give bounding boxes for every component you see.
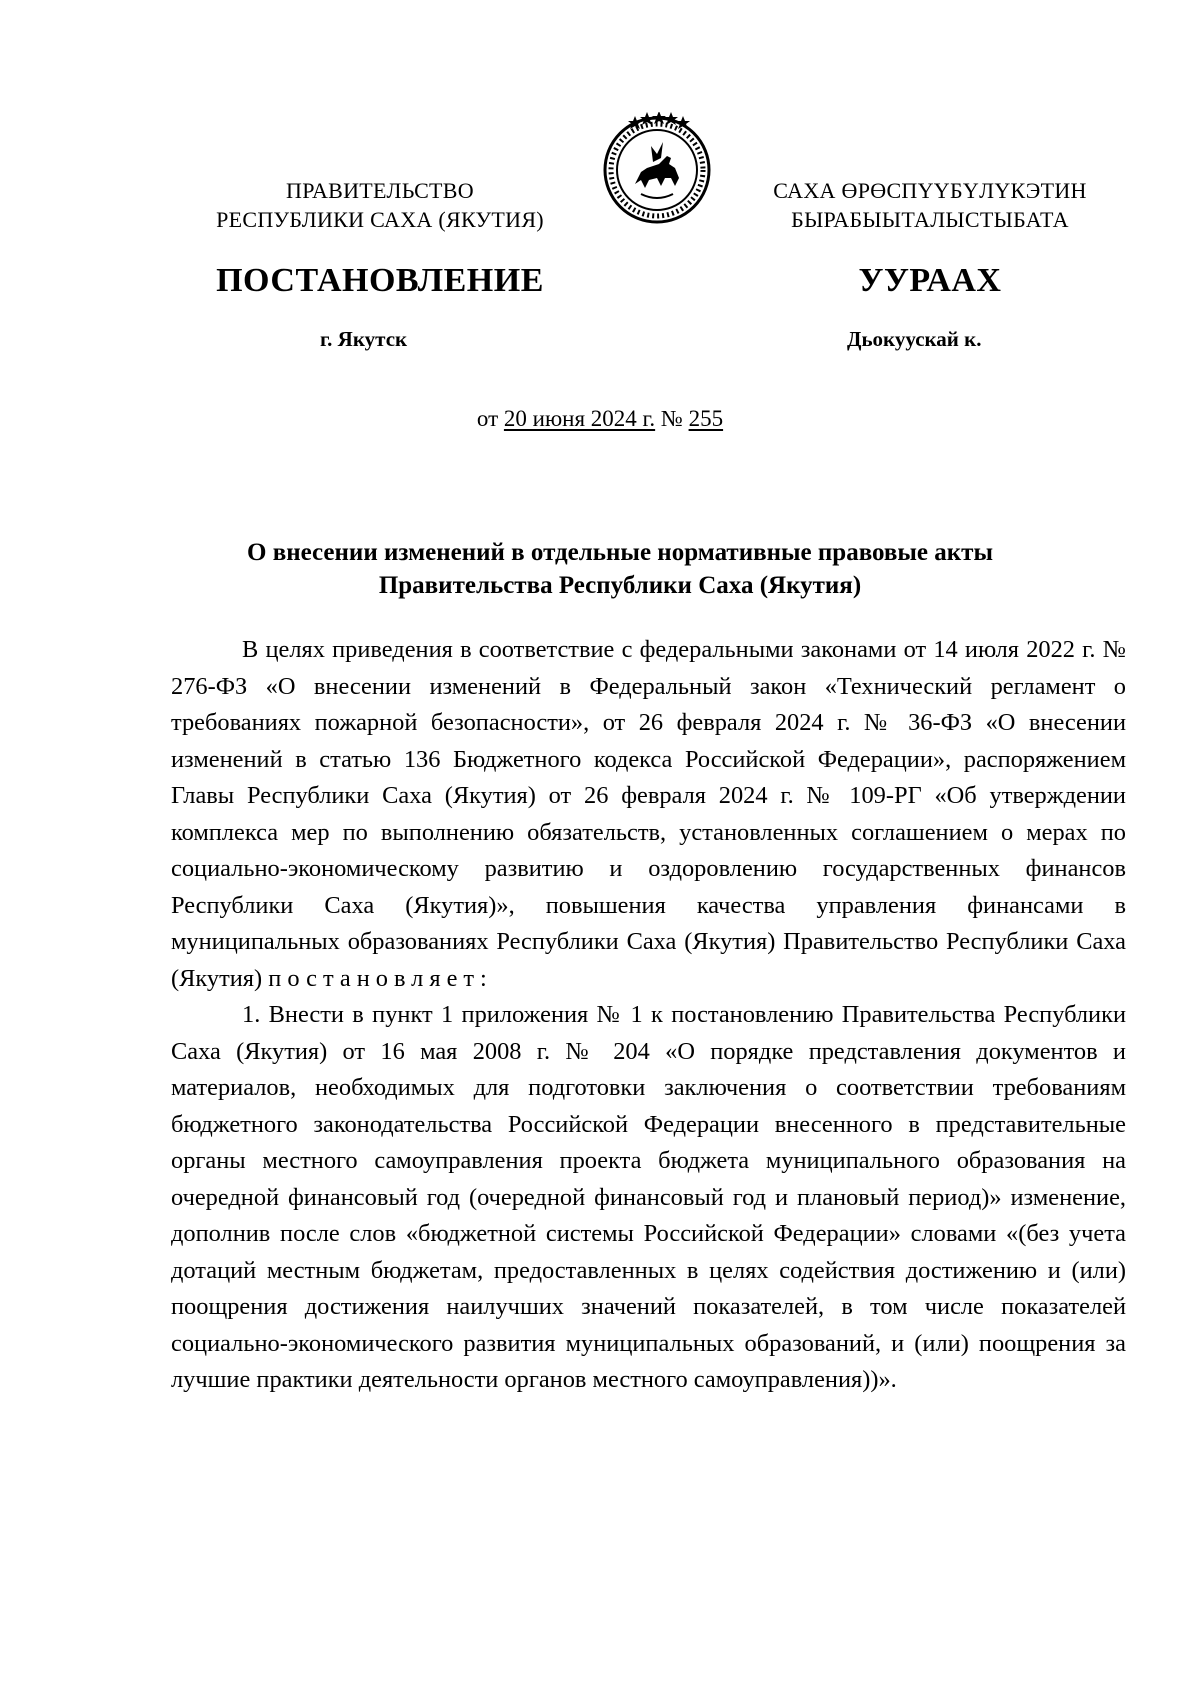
- doc-type-sakha: УУРААХ: [858, 262, 1002, 299]
- body-paragraph-2: 1. Внести в пункт 1 приложения № 1 к постановлению Правительства Республики Саха (Якутия) от 16 мая 2008 г. № 204 «О порядке представления документов и материалов, необходимых для подготовки заключения о соответствии требованиям бюджетного законодательства Российской Федерации внесенного в представительные органы местного самоуправления проекта бюджета муниципального образования на очередной финансовый год (очередной финансовый год и плановый период)» изменение, дополнив после слов «бюджетной системы Российской Федерации» словами «(без учета дотаций местным бюджетам, предоставленных в целях содействия достижению и (или) поощрения достижения наилучших значений показателей, в том числе показателей социально-экономического развития муниципальных образований, и (или) поощрения за лучшие практики деятельности органов местного самоуправления))».: [171, 1001, 1126, 1393]
- header-org-sakha-line2: БЫРАБЫЫТАЛЫСТЫБАТА: [791, 207, 1069, 232]
- document-number: 255: [688, 406, 724, 431]
- number-label: №: [660, 406, 683, 431]
- document-body: [171, 632, 1126, 1399]
- header-org-ru-line2: РЕСПУБЛИКИ САХА (ЯКУТИЯ): [216, 207, 544, 232]
- city-ru: г. Якутск: [320, 327, 408, 351]
- document-title-line2: Правительства Республики Саха (Якутия): [378, 572, 862, 599]
- header-org-ru: [180, 176, 580, 234]
- header-org-ru-line1: ПРАВИТЕЛЬСТВО: [286, 178, 474, 203]
- decree-word: постановляет:: [268, 964, 493, 992]
- document-title-line1: О внесении изменений в отдельные нормативные правовые акты: [247, 539, 993, 566]
- body-paragraph-1: [171, 632, 1126, 997]
- document-title: [170, 536, 1070, 602]
- date-prefix: от: [476, 406, 499, 431]
- city-sakha: Дьокуускай к.: [847, 327, 982, 351]
- body-paragraph-1-text: В целях приведения в соответствие с федеральными законами от 14 июля 2022 г. № 276-ФЗ «О внесении изменений в Федеральный закон «Технический регламент о требованиях пожарной безопасности», от 26 февраля 2024 г. № 36-ФЗ «О внесении изменений в статью 136 Бюджетного кодекса Российской Федерации», распоряжением Главы Республики Саха (Якутия) от 26 февраля 2024 г. № 109-РГ «Об утверждении комплекса мер по выполнению обязательств, установленных соглашением о мерах по социально-экономическому развитию и оздоровлению государственных финансов Республики Саха (Якутия)», повышения качества управления финансами в муниципальных образованиях Республики Саха (Якутия) Правительство Республики Саха (Якутия): [171, 636, 1126, 992]
- document-date: 20 июня 2024 г.: [503, 406, 656, 431]
- coat-of-arms-emblem-icon: [601, 112, 713, 224]
- header-org-sakha-line1: САХА ӨРӨСПҮҮБҮЛҮКЭТИН: [773, 178, 1087, 203]
- date-and-number: [0, 406, 1200, 432]
- header-org-sakha: [740, 176, 1120, 234]
- doc-type-ru: ПОСТАНОВЛЕНИЕ: [216, 262, 544, 299]
